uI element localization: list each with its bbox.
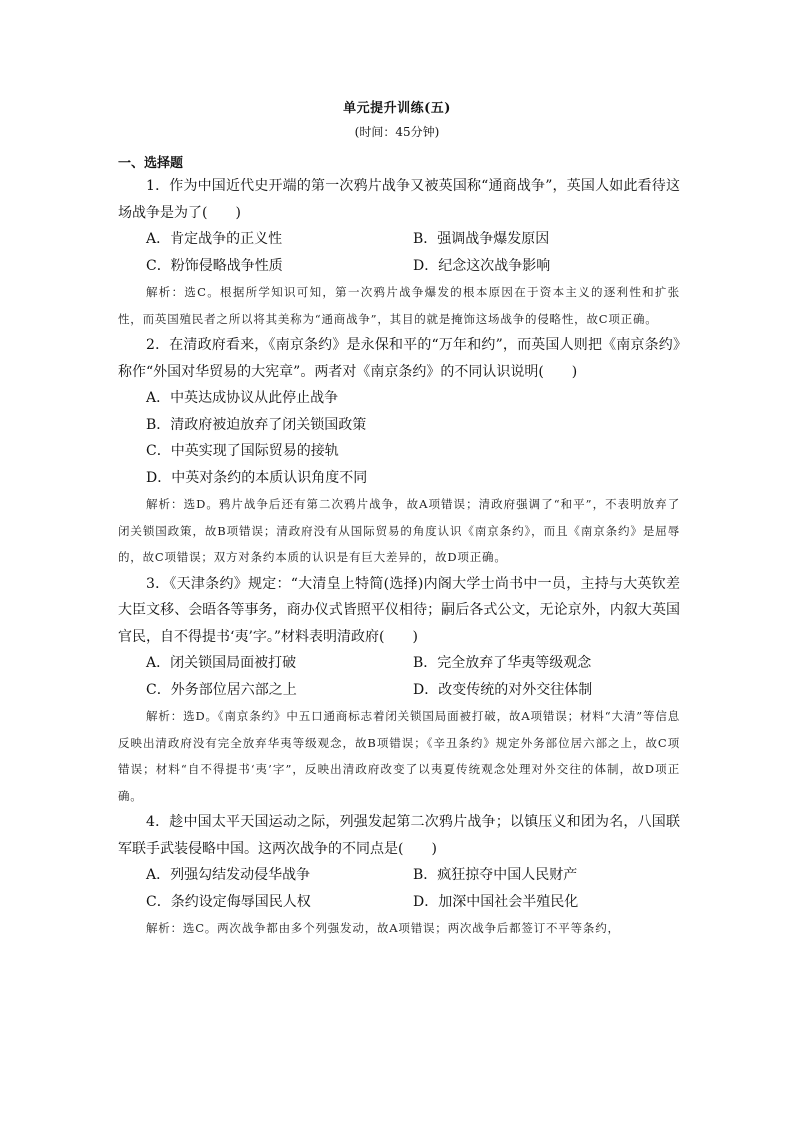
option-d: D．中英对条约的本质认识角度不同 — [146, 469, 368, 486]
option-a: A．列强勾结发动侵华战争 — [146, 867, 311, 883]
page-title: 单元提升训练(五) — [343, 101, 451, 116]
option-a: A．中英达成协议从此停止战争 — [146, 390, 339, 406]
option-d: D．加深中国社会半殖民化 — [413, 893, 579, 910]
question-stem: 1．作为中国近代史开端的第一次鸦片战争又被英国称“通商战争”，英国人如此看待这场战争是为了( ) — [118, 178, 680, 221]
option-b: B．清政府被迫放弃了闭关锁国政策 — [146, 416, 367, 433]
option-a: A．肯定战争的正义性 — [146, 231, 283, 247]
option-c: C．条约设定侮辱国民人权 — [146, 893, 311, 910]
option-c: C．中英实现了国际贸易的接轨 — [146, 443, 339, 459]
question-3 — [118, 571, 680, 810]
option-c: C．粉饰侵略战争性质 — [146, 257, 283, 274]
answer-analysis: 解析：选C。两次战争都由多个列强发动，故A项错误；两次战争后都签订不平等条约， — [146, 921, 620, 935]
option-c: C．外务部位居六部之上 — [146, 681, 297, 698]
question-stem: 4．趁中国太平天国运动之际，列强发起第二次鸦片战争；以镇压义和团为名，八国联军联手武装侵略中国。这两次战争的不同点是( ) — [118, 814, 680, 857]
question-stem: 3．《天津条约》规定：“大清皇上特简(选择)内阁大学士尚书中一员，主持与大英钦差大臣文移、会晤各等事务，商办仪式皆照平仪相待；嗣后各式公文，无论京外，内叙大英国官民，自不得提书‘夷’字。”材料表明清政府( ) — [118, 575, 680, 645]
question-1 — [118, 173, 680, 332]
question-4 — [118, 809, 680, 942]
question-2 — [118, 332, 680, 571]
answer-analysis: 解析：选C。根据所学知识可知，第一次鸦片战争爆发的根本原因在于资本主义的逐利性和扩张性，而英国殖民者之所以将其美称为“通商战争”，其目的就是掩饰这场战争的侵略性，故C项正确。 — [118, 285, 680, 326]
question-list — [118, 173, 680, 942]
option-a: A．闭关锁国局面被打破 — [146, 655, 297, 671]
question-stem: 2．在清政府看来，《南京条约》是永保和平的“万年和约”，而英国人则把《南京条约》称作“外国对华贸易的大宪章”。两者对《南京条约》的不同认识说明( ) — [118, 337, 680, 380]
option-b: B．强调战争爆发原因 — [413, 231, 550, 247]
answer-analysis: 解析：选D。《南京条约》中五口通商标志着闭关锁国局面被打破，故A项错误；材料“大清”等信息反映出清政府没有完全放弃华夷等级观念，故B项错误；《辛丑条约》规定外务部位居六部之上，故C项错误；材料“自不得提书‘夷’字”，反映出清政府改变了以夷夏传统观念处理对外交往的体制，故D项正确。 — [118, 709, 680, 803]
option-d: D．改变传统的对外交往体制 — [413, 681, 593, 698]
option-b: B．完全放弃了华夷等级观念 — [413, 655, 592, 671]
option-d: D．纪念这次战争影响 — [413, 257, 551, 274]
section-heading: 一、选择题 — [118, 156, 184, 171]
answer-analysis: 解析：选D。鸦片战争后还有第二次鸦片战争，故A项错误；清政府强调了“和平”，不表明放弃了闭关锁国政策，故B项错误；清政府没有从国际贸易的角度认识《南京条约》，而且《南京条约》是屈辱的，故C项错误；双方对条约本质的认识是有巨大差异的，故D项正确。 — [118, 497, 680, 564]
time-limit: (时间：45分钟) — [354, 125, 440, 139]
option-b: B．疯狂掠夺中国人民财产 — [413, 867, 578, 883]
